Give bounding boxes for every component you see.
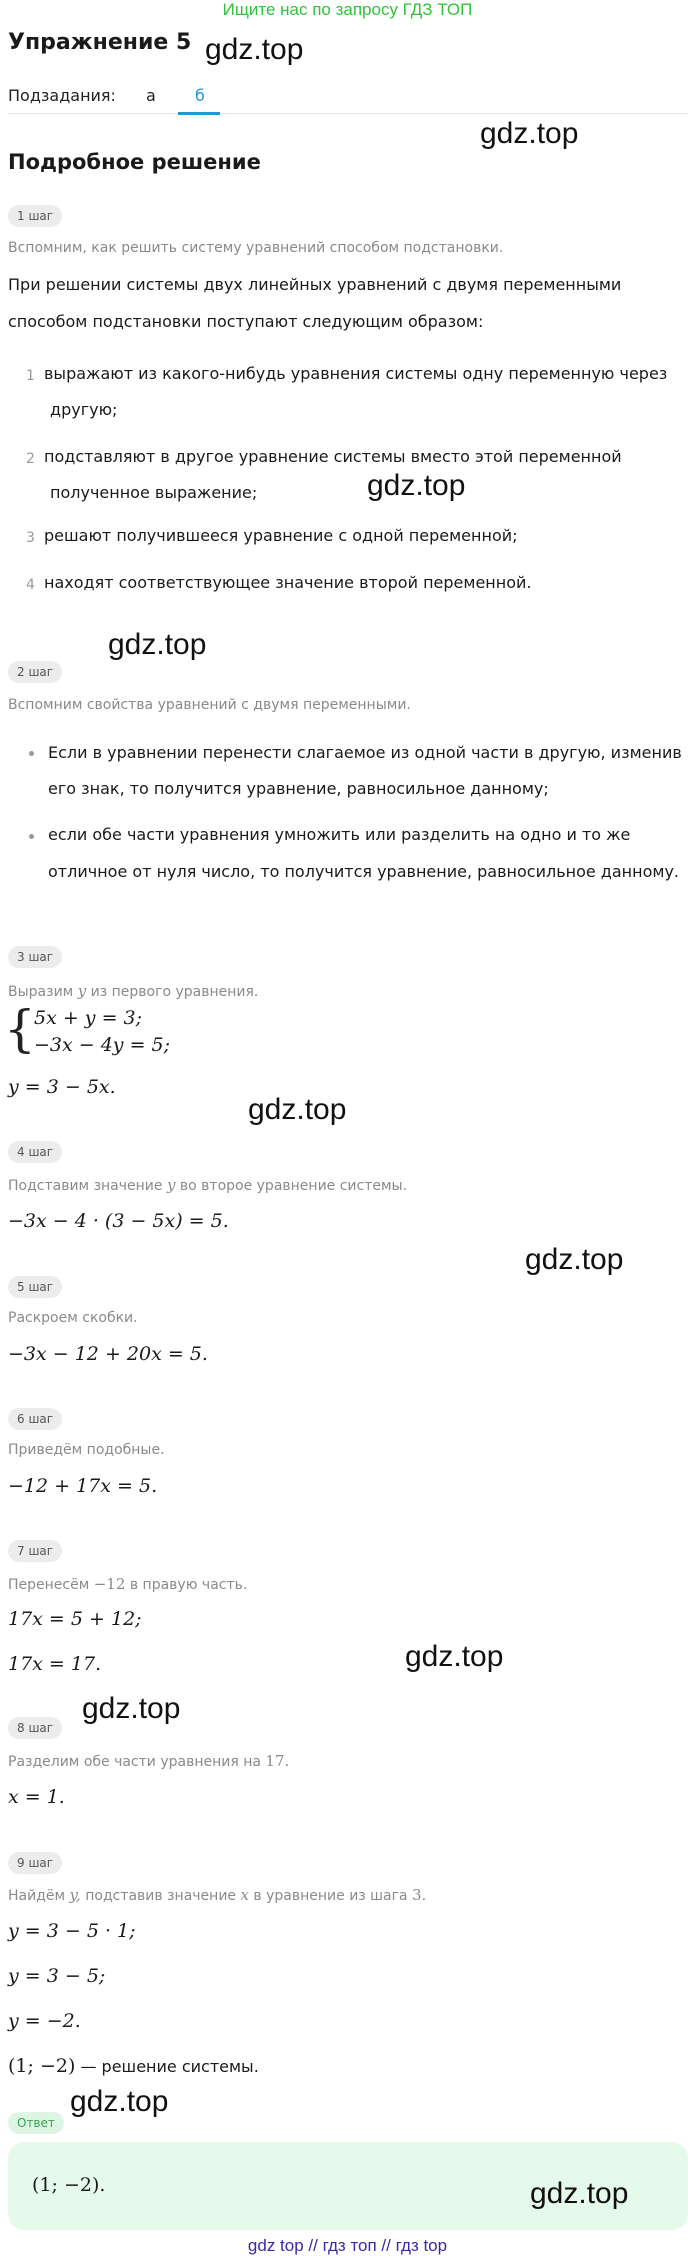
step-badge: 5 шаг [8,1276,62,1298]
equation: −3x − 4y = 5; [34,1034,171,1056]
equation: −3x − 4 · (3 − 5x) = 5. [8,1210,229,1232]
bullet-icon [29,834,34,839]
equation: y = 3 − 5x. [8,1076,116,1098]
step-badge: 3 шаг [8,946,62,968]
list-item-text: находят соответствующее значение второй переменной. [44,573,532,592]
step-hint [8,982,258,1000]
list-item-text: отличное от нуля число, то получится уравнение, равносильное данному. [48,862,679,881]
answer-value: (1; −2). [32,2174,106,2196]
hint-text: из первого уравнения. [90,984,259,1000]
hint-number: 3. [411,1886,427,1904]
watermark: gdz.top [82,1692,181,1725]
step-badge: 6 шаг [8,1408,62,1430]
subtasks-label: Подзадания: [8,86,116,105]
list-item-text: полученное выражение; [50,483,258,502]
section-title: Подробное решение [8,150,261,174]
watermark: gdz.top [525,1243,624,1276]
equation: 17x = 17. [8,1653,102,1675]
step-hint: Вспомним, как решить систему уравнений способом подстановки. [8,240,504,256]
hint-variable: x [240,1886,249,1904]
list-number: 4 [26,577,35,593]
step-badge: 1 шаг [8,205,62,227]
footer-links[interactable]: gdz top // гдз топ // гдз top [247,2236,448,2255]
hint-variable: y [77,982,87,1000]
step-hint: Приведём подобные. [8,1442,165,1458]
hint-text: в правую часть. [129,1577,248,1593]
step-badge: 8 шаг [8,1717,62,1739]
list-number: 2 [26,451,35,467]
tab-subtask-a[interactable]: а [146,86,156,105]
list-item-text: подставляют в другое уравнение системы вместо этой переменной [44,447,622,466]
list-number: 1 [26,368,35,384]
watermark: gdz.top [205,33,304,66]
watermark: gdz.top [70,2085,169,2118]
solution-text: — решение системы. [80,2057,259,2076]
hint-text: Перенесём [8,1577,90,1593]
watermark: gdz.top [530,2177,629,2210]
hint-text: Выразим [8,984,74,1000]
step-hint [8,1176,407,1194]
step-text: При решении системы двух линейных уравнений с двумя переменными [8,275,622,294]
watermark: gdz.top [405,1640,504,1673]
step-hint: Вспомним свойства уравнений с двумя переменными. [8,697,411,713]
bullet-icon [29,751,34,756]
watermark: gdz.top [480,117,579,150]
tab-subtask-b[interactable]: б [195,86,205,105]
step-badge: 4 шаг [8,1141,62,1163]
hint-text: в уравнение из шага [253,1888,408,1904]
hint-text: во второе уравнение системы. [179,1178,408,1194]
list-item-text: выражают из какого-нибудь уравнения системы одну переменную через [44,364,668,383]
step-hint: Раскроем скобки. [8,1310,138,1326]
equation: −12 + 17x = 5. [8,1475,158,1497]
hint-text: подставив значение [85,1888,237,1904]
hint-variable: y [166,1176,176,1194]
step-badge: 9 шаг [8,1852,62,1874]
step-hint [8,1886,426,1904]
list-item-text: решают получившееся уравнение с одной переменной; [44,526,518,545]
tabs-divider [8,113,688,114]
list-item-text: другую; [50,400,118,419]
step-hint [8,1752,289,1770]
equation: x = 1. [8,1786,65,1808]
hint-number: 17. [265,1752,290,1770]
hint-text: Подставим значение [8,1178,163,1194]
list-number: 3 [26,530,35,546]
step-text: способом подстановки поступают следующим образом: [8,312,484,331]
equation: 5x + y = 3; [34,1007,143,1029]
hint-number: −12 [93,1575,126,1593]
equation: y = −2. [8,2010,81,2032]
watermark: gdz.top [108,628,207,661]
active-tab-indicator [178,112,220,115]
hint-text: Найдём [8,1888,66,1904]
system-brace: { [4,1000,36,1058]
equation: −3x − 12 + 20x = 5. [8,1343,208,1365]
watermark: gdz.top [248,1093,347,1126]
step-badge: 7 шаг [8,1540,62,1562]
equation: y = 3 − 5 · 1; [8,1920,136,1942]
solution-line [8,2055,259,2077]
page-title: Упражнение 5 [8,30,192,55]
hint-variable: y, [69,1886,81,1904]
list-item-text: если обе части уравнения умножить или разделить на одно и то же [48,825,631,844]
equation: y = 3 − 5; [8,1965,106,1987]
hint-text: Разделим обе части уравнения на [8,1754,261,1770]
watermark: gdz.top [367,469,466,502]
list-item-text: Если в уравнении перенести слагаемое из одной части в другую, изменив [48,743,682,762]
equation: 17x = 5 + 12; [8,1608,142,1630]
step-badge: 2 шаг [8,661,62,683]
search-banner[interactable]: Ищите нас по запросу ГДЗ ТОП [222,0,473,19]
list-item-text: его знак, то получится уравнение, равносильное данному; [48,779,549,798]
answer-badge: Ответ [8,2112,64,2134]
step-hint [8,1575,247,1593]
solution-pair: (1; −2) [8,2055,76,2077]
